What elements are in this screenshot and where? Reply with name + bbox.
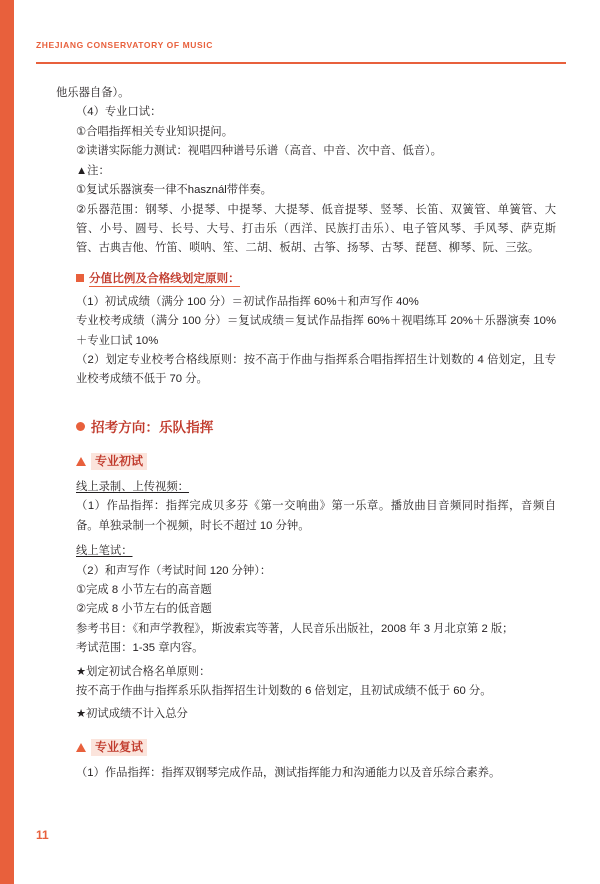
paragraph: ★初试成绩不计入总分 — [76, 708, 188, 721]
document-body — [56, 84, 556, 783]
paragraph: （2）划定专业校考合格线原则：按不高于作曲与指挥系合唱指挥招生计划数的 4 倍划定，且专业校考成绩不低于 70 分。 — [76, 354, 556, 386]
subsection-heading-label: 专业复试 — [91, 739, 147, 756]
paragraph: ②读谱实际能力测试：视唱四种谱号乐谱（高音、中音、次中音、低音）。 — [76, 145, 442, 158]
paragraph: 参考书目：《和声学教程》，斯波索宾等著，人民音乐出版社，2008 年 3 月北京第 2 版； — [76, 622, 514, 635]
paragraph: ②乐器范围：钢琴、小提琴、中提琴、大提琴、低音提琴、竖琴、长笛、双簧管、单簧管、大管、小号、圆号、长号、大号、打击乐（西洋、民族打击乐）、电子管风琴、手风琴、萨克斯管、古典吉他、竹笛、唢呐、笙、二胡、板胡、古筝、扬琴、古琴、琵琶、柳琴、阮、三弦。 — [76, 203, 556, 255]
section-heading-label: 招考方向：乐队指挥 — [91, 419, 214, 435]
paragraph: ①合唱指挥相关专业知识提问。 — [76, 125, 233, 138]
section-heading-scoring — [56, 269, 556, 289]
paragraph: 专业校考成绩（满分 100 分）＝复试成绩＝复试作品指挥 60%＋视唱练耳 20%＋乐器演奏 10%＋专业口试 10% — [76, 315, 556, 347]
paragraph: （1）作品指挥：指挥完成贝多芬《第一交响曲》第一乐章。播放曲目音频同时指挥，音频自备。单独录制一个视频，时长不超过 10 分钟。 — [76, 500, 556, 532]
header-divider — [36, 62, 566, 64]
paragraph: ▲注： — [76, 164, 110, 177]
paragraph: （1）作品指挥：指挥双钢琴完成作品，测试指挥能力和沟通能力以及音乐综合素养。 — [76, 766, 501, 779]
triangle-bullet-icon — [76, 457, 86, 466]
paragraph: （4）专业口试： — [76, 106, 162, 119]
paragraph: ②完成 8 小节左右的低音题 — [76, 603, 212, 616]
square-bullet-icon — [76, 274, 84, 282]
triangle-bullet-icon — [76, 743, 86, 752]
paragraph: 线上笔试： — [76, 545, 133, 558]
paragraph: ①完成 8 小节左右的高音题 — [76, 583, 212, 596]
paragraph: 按不高于作曲与指挥系乐队指挥招生计划数的 6 倍划定，且初试成绩不低于 60 分。 — [76, 685, 492, 698]
page-header: ZHEJIANG CONSERVATORY OF MUSIC — [36, 40, 214, 50]
circle-bullet-icon — [76, 422, 85, 431]
paragraph: ★划定初试合格名单原则： — [76, 665, 211, 678]
paragraph: （2）和声写作（考试时间 120 分钟）： — [76, 564, 272, 577]
left-accent-bar — [0, 0, 14, 884]
page-number: 11 — [36, 828, 49, 842]
subsection-heading-preliminary — [56, 451, 556, 472]
paragraph: 他乐器自备）。 — [56, 87, 130, 99]
paragraph: ①复试乐器演奏一律不használ带伴奏。 — [76, 184, 272, 197]
section-heading-direction — [56, 416, 556, 439]
paragraph: 线上录制、上传视频： — [76, 480, 189, 493]
subsection-heading-label: 专业初试 — [91, 453, 147, 470]
section-heading-label: 分值比例及合格线划定原则： — [89, 271, 240, 285]
subsection-heading-final — [56, 737, 556, 758]
paragraph: 考试范围：1-35 章内容。 — [76, 642, 204, 655]
paragraph: （1）初试成绩（满分 100 分）＝初试作品指挥 60%＋和声写作 40% — [76, 295, 419, 308]
